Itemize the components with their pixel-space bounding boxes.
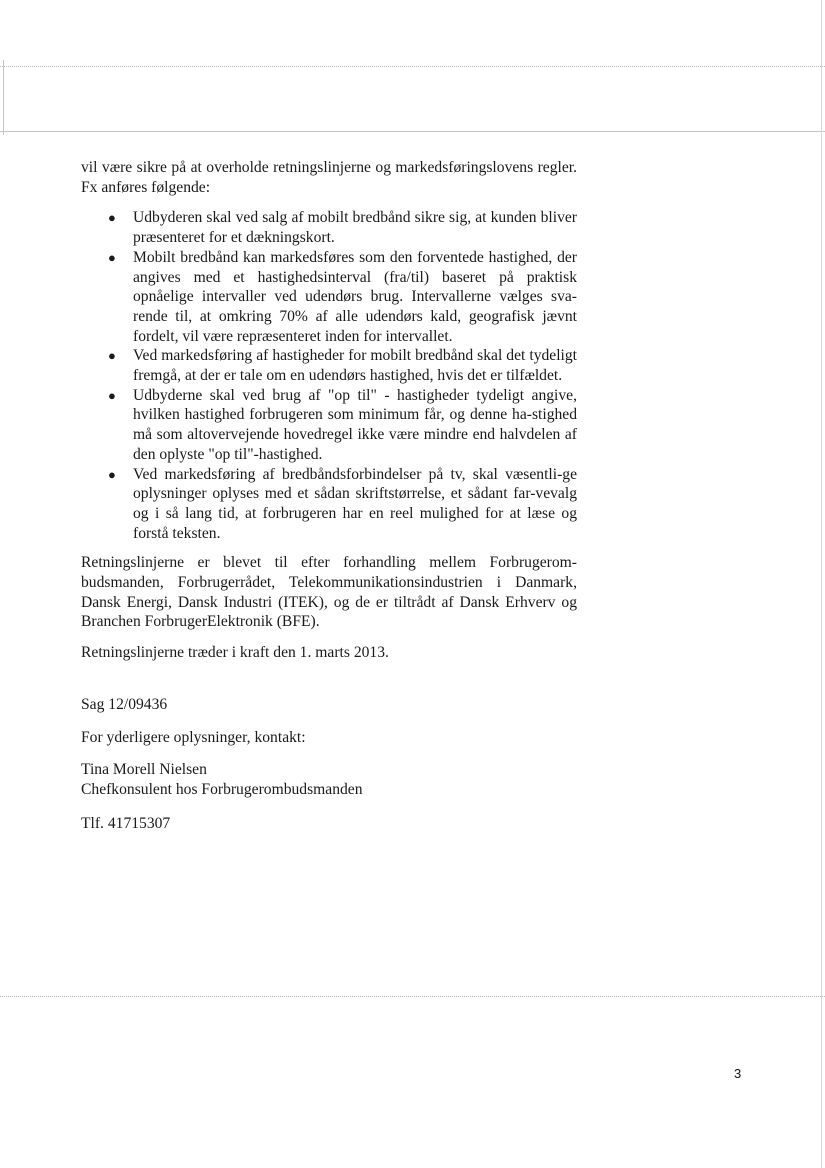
page-number: 3 [734,1066,742,1081]
bullet-icon: ● [108,210,116,226]
intro-paragraph: vil være sikre på at overholde retningslinjerne og markedsføringslovens regler. Fx anføres følgende: [81,159,577,196]
list-item: ● Ved markedsføring af bredbåndsforbindelser på tv, skal væsentli-ge oplysninger oplyses med et sådan skriftstørrelse, et sådant far-vevalg og i så lang tid, at forbrugeren har en reel mulighed for at læse og forstå teksten. [108,465,577,542]
list-item: ● Udbyderne skal ved brug af "op til" - hastigheder tydeligt angive, hvilken hastighed forbrugeren som minimum får, og denne ha-stighed må som altovervejende hovedregel ikke være mindre end halvdelen af den oplyste "op til"-hastighed. [108,386,577,463]
contact-title: Chefkonsulent hos Forbrugerombudsmanden [81,780,363,798]
bullet-icon: ● [108,249,116,265]
case-number: Sag 12/09436 [81,695,168,713]
negotiation-paragraph: Retningslinjerne er blevet til efter forhandling mellem Forbrugerom-budsmanden, Forbrugerrådet, Telekommunikationsindustrien i Danmark, Dansk Energi, Dansk Industri (ITEK), og de er tiltrådt af Dansk Erhverv og Branchen ForbrugerElektronik (BFE). [81,554,577,631]
scan-line-header [0,131,825,132]
scan-line-bottom [0,996,825,997]
bullet-icon: ● [108,348,116,364]
contact-intro: For yderligere oplysninger, kontakt: [81,728,306,746]
bullet-icon: ● [108,387,116,403]
guideline-list [81,208,577,543]
scan-line-right [821,0,822,1168]
list-item: ● Ved markedsføring af hastigheder for mobilt bredbånd skal det tydeligt fremgå, at der er tale om en udendørs hastighed, hvis det er tilfældet. [108,347,577,385]
bullet-icon: ● [108,466,116,482]
scan-line-left [3,60,4,135]
list-item: ● Mobilt bredbånd kan markedsføres som den forventede hastighed, der angives med et hastighedsinterval (fra/til) baseret på praktisk opnåelige intervaller ved udendørs brug. Intervallerne vælges sva-rende til, at omkring 70% af alle udendørs kald, geografisk jævnt fordelt, vil være repræsenteret inden for intervallet. [108,248,577,345]
contact-name: Tina Morell Nielsen [81,761,207,779]
phone-number: Tlf. 41715307 [81,814,171,832]
list-item: ● Udbyderen skal ved salg af mobilt bredbånd sikre sig, at kunden bliver præsenteret for et dækningskort. [108,209,577,247]
document-body [81,158,577,833]
contact-block [81,760,577,799]
scan-line-top [0,66,825,67]
effective-date-paragraph: Retningslinjerne træder i kraft den 1. marts 2013. [81,644,389,662]
